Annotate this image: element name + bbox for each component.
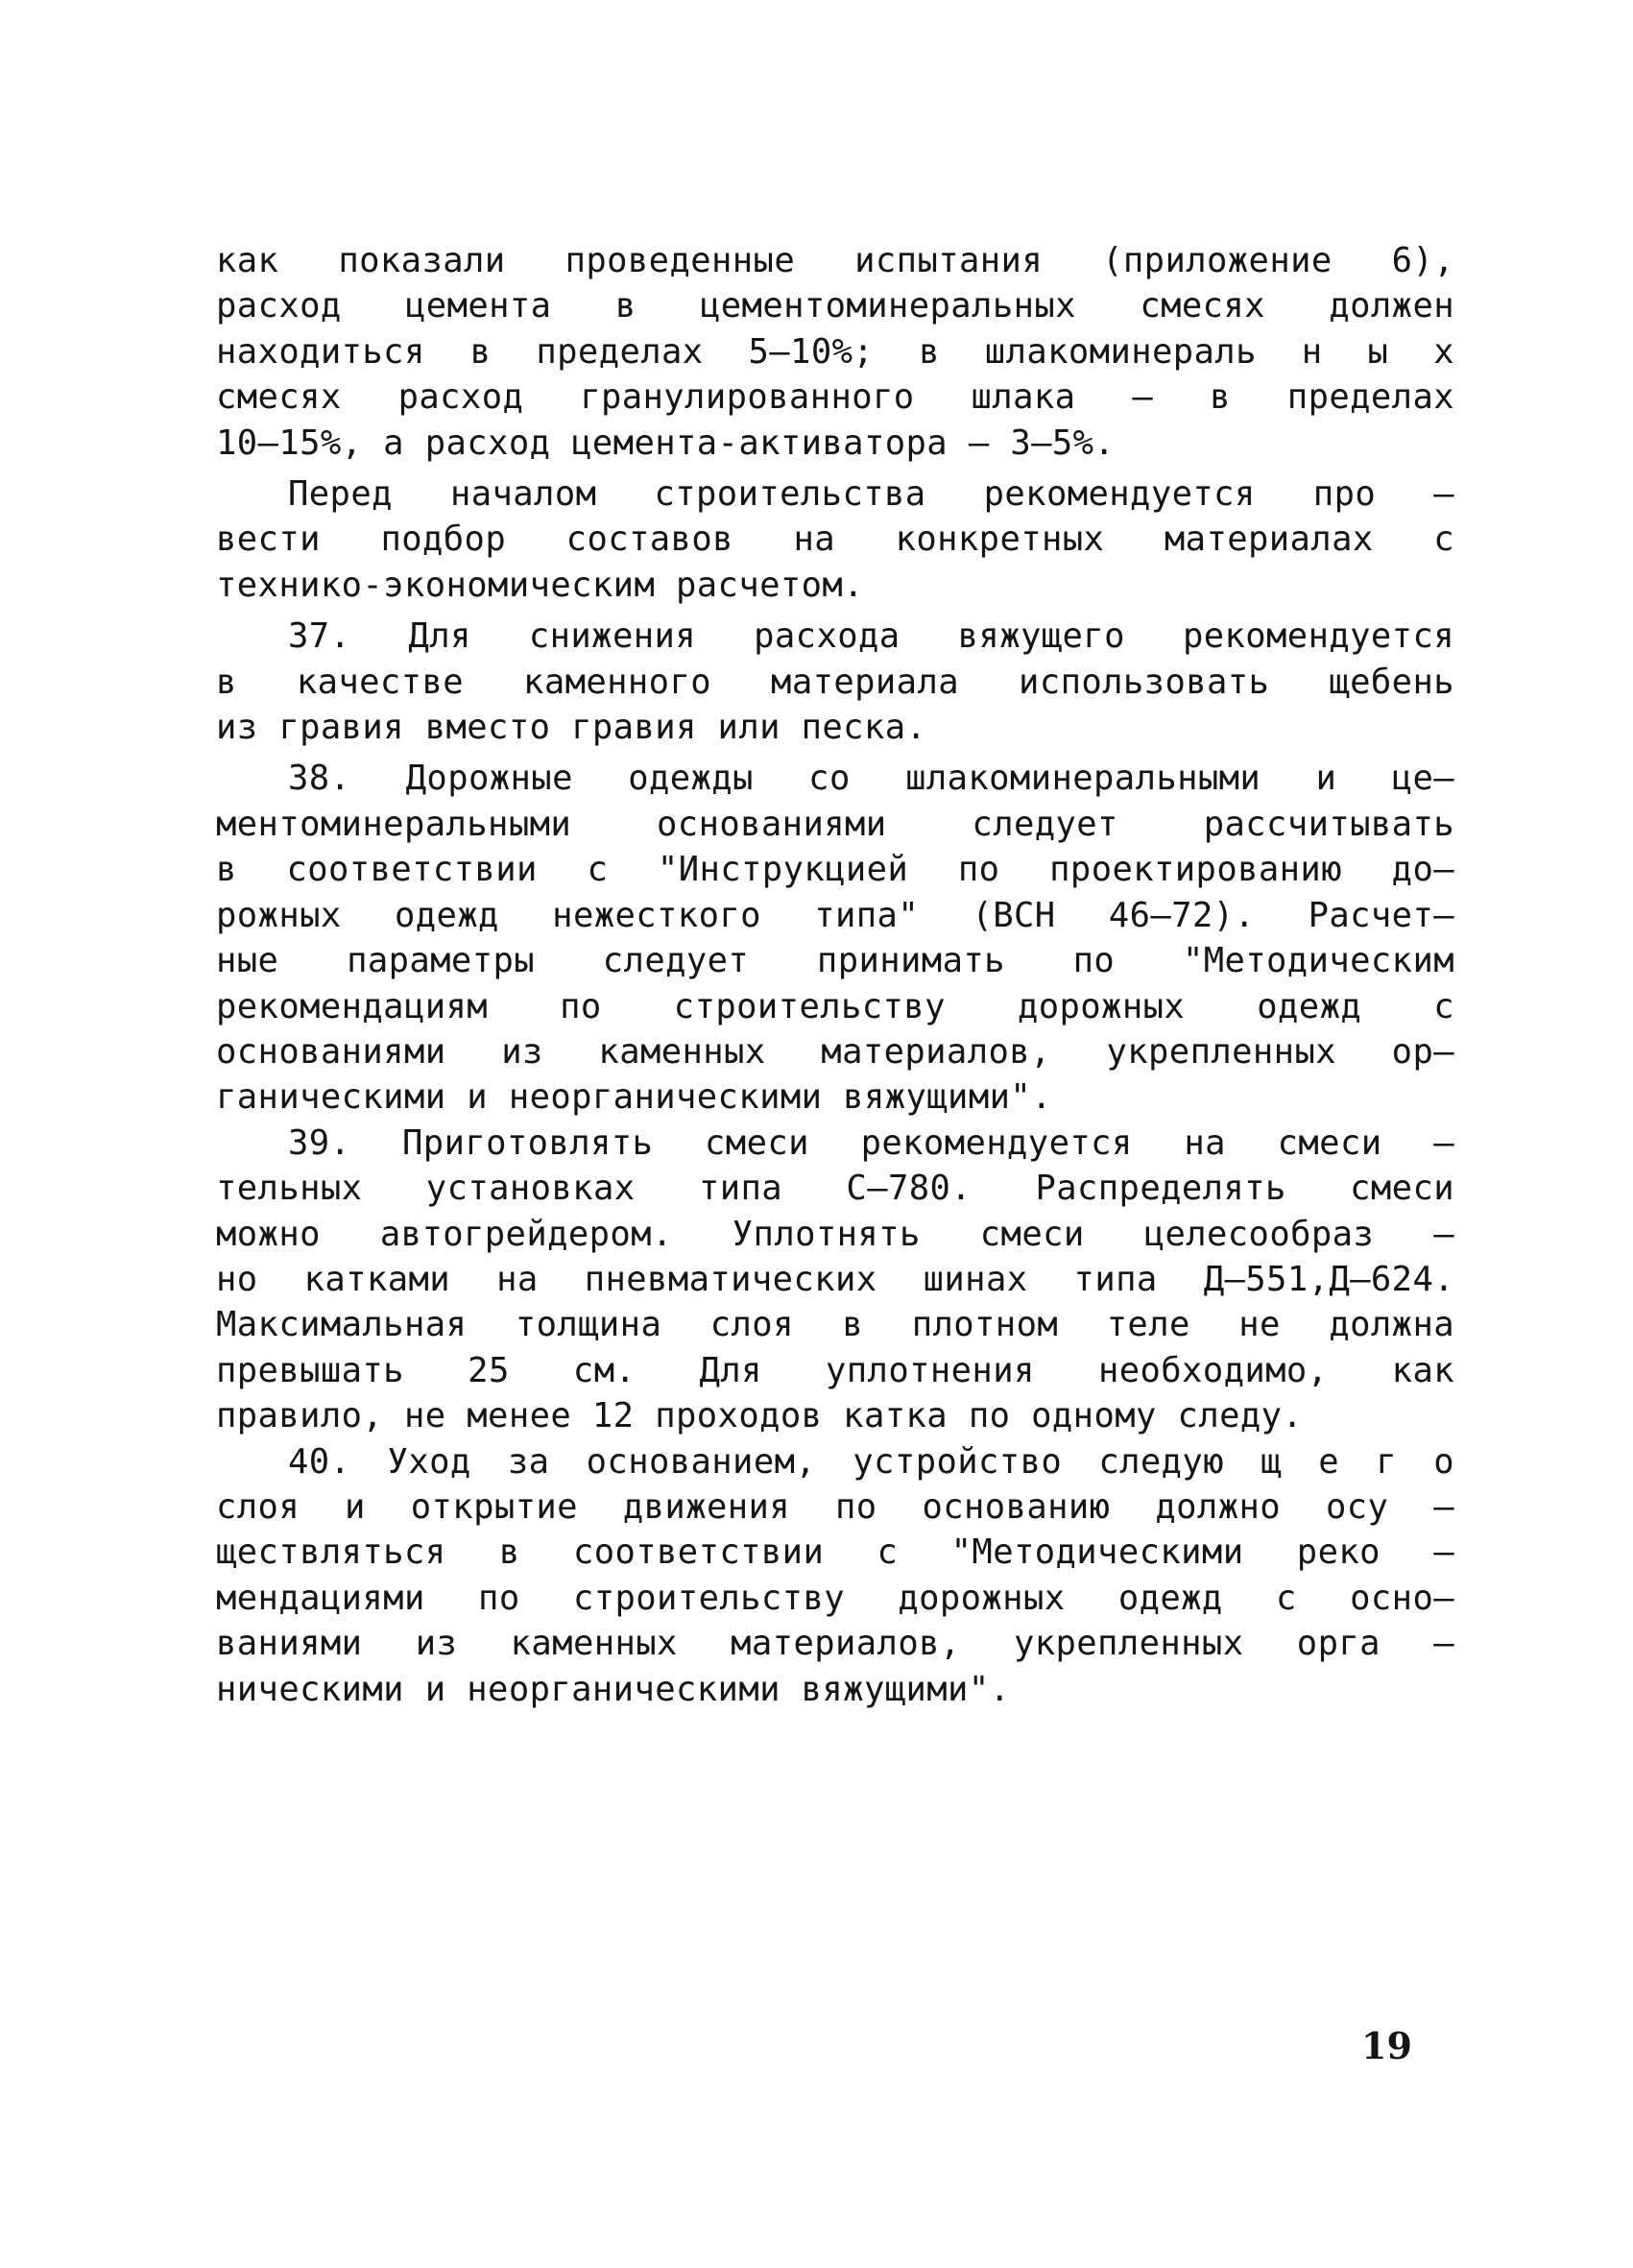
paragraph-item-39	[216, 1121, 1454, 1439]
text-line: основаниями из каменных материалов, укрепленных ор–	[216, 1031, 1454, 1072]
text-line: 39. Приготовлять смеси рекомендуется на смеси –	[288, 1122, 1454, 1163]
text-line: ществляться в соответствии с "Методическими реко –	[216, 1532, 1454, 1573]
text-line: 10–15%, а расход цемента-активатора – 3–5%.	[216, 422, 1116, 463]
paragraph-before-construction	[216, 471, 1454, 608]
text-line: ническими и неорганическими вяжущими".	[216, 1669, 1011, 1709]
text-line: мендациями по строительству дорожных одежд с осно–	[216, 1578, 1454, 1618]
text-line: Перед началом строительства рекомендуется про –	[288, 474, 1454, 515]
text-line: находиться в пределах 5–10%; в шлакоминераль н ы х	[216, 331, 1454, 372]
text-line: расход цемента в цементоминеральных смесях должен	[216, 286, 1454, 326]
text-line: ганическими и неорганическими вяжущими".	[216, 1077, 1052, 1118]
paragraph-item-37	[216, 614, 1454, 750]
text-line: но катками на пневматических шинах типа Д–551,Д–624.	[216, 1259, 1454, 1299]
page-number: 19	[1361, 2024, 1412, 2067]
text-line: тельных установках типа С–780. Распределять смеси	[216, 1169, 1454, 1209]
text-line: 37. Для снижения расхода вяжущего рекомендуется	[288, 616, 1454, 657]
text-line: Максимальная толщина слоя в плотном теле не должна	[216, 1305, 1454, 1345]
text-line: превышать 25 см. Для уплотнения необходимо, как	[216, 1350, 1454, 1390]
paragraph-item-40	[216, 1439, 1454, 1712]
paragraph-intro	[216, 238, 1454, 466]
text-line: 38. Дорожные одежды со шлакоминеральными и це–	[288, 759, 1454, 799]
text-line: рекомендациям по строительству дорожных одежд с	[216, 986, 1454, 1026]
text-line: вести подбор составов на конкретных материалах с	[216, 519, 1454, 560]
text-line: ваниями из каменных материалов, укрепленных орга –	[216, 1624, 1454, 1664]
body-text	[216, 238, 1454, 1712]
text-line: можно автогрейдером. Уплотнять смеси целесообраз –	[216, 1214, 1454, 1254]
text-line: рожных одежд нежесткого типа" (ВСН 46–72). Расчет–	[216, 895, 1454, 935]
text-line: в соответствии с "Инструкцией по проектированию до–	[216, 850, 1454, 890]
text-line: смесях расход гранулированного шлака – в пределах	[216, 377, 1454, 418]
text-line: 40. Уход за основанием, устройство следую щ е г о	[288, 1441, 1454, 1482]
text-line: ные параметры следует принимать по "Методическим	[216, 941, 1454, 981]
text-line: ментоминеральными основаниями следует рассчитывать	[216, 804, 1454, 844]
text-line: технико-экономическим расчетом.	[216, 565, 864, 605]
text-line: как показали проведенные испытания (приложение 6),	[216, 241, 1454, 280]
text-line: в качестве каменного материала использовать щебень	[216, 662, 1454, 702]
paragraph-item-38	[216, 756, 1454, 1120]
text-line: из гравия вместо гравия или песка.	[216, 708, 927, 748]
text-line: слоя и открытие движения по основанию должно осу –	[216, 1486, 1454, 1527]
text-line: правило, не менее 12 проходов катка по одному следу.	[216, 1396, 1304, 1436]
